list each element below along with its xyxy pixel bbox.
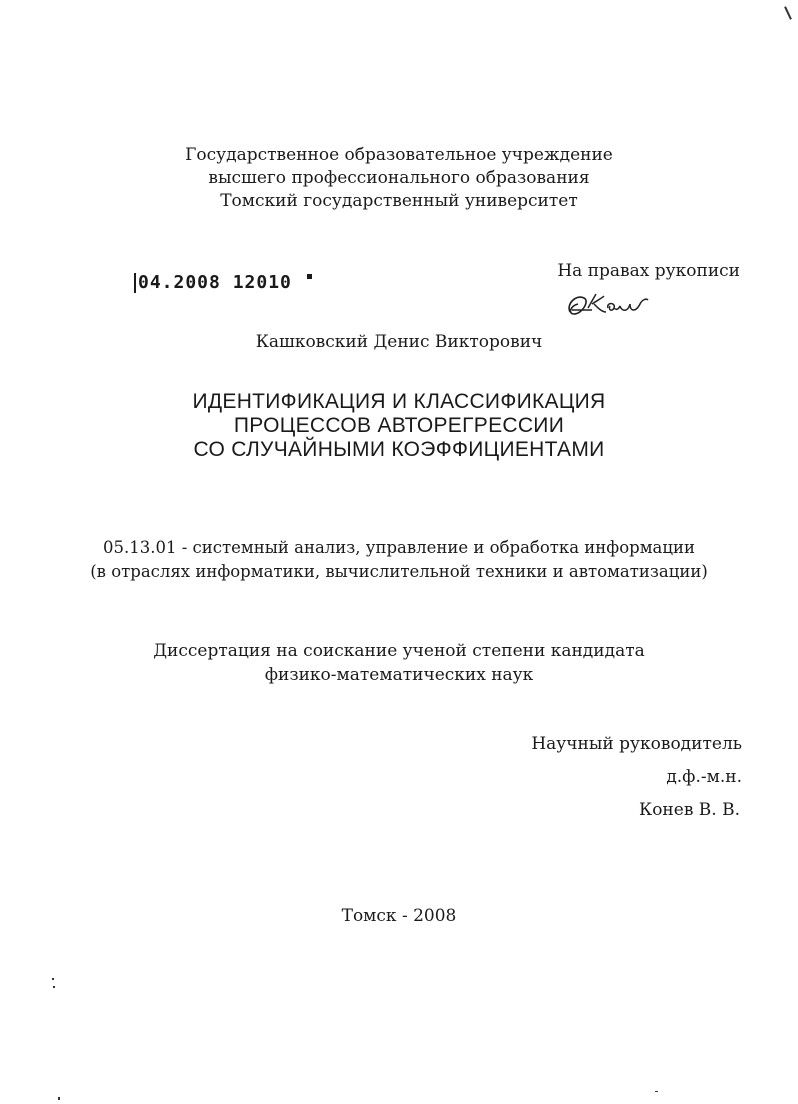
manuscript-rights: На правах рукописи	[557, 261, 740, 281]
title-line-1: ИДЕНТИФИКАЦИЯ И КЛАССИФИКАЦИЯ	[192, 390, 606, 413]
supervisor-label: Научный руководитель	[531, 734, 742, 754]
dissertation-line-1: Диссертация на соискание ученой степени кандидата	[153, 641, 645, 661]
institution-line-3: Томский государственный университет	[220, 191, 578, 211]
specialty-line-1: 05.13.01 - системный анализ, управление и обработка информации	[103, 538, 695, 557]
catalog-dot-mark	[307, 274, 312, 279]
catalog-number	[138, 272, 312, 293]
scan-speck-bottom-right	[655, 1091, 658, 1092]
author-signature	[562, 284, 652, 324]
scan-mark-top-right	[784, 6, 792, 20]
scan-speck-left-2	[53, 986, 55, 988]
scan-speck-left	[52, 978, 54, 980]
specialty-line-2: (в отраслях информатики, вычислительной техники и автоматизации)	[90, 562, 708, 581]
title-line-2: ПРОЦЕССОВ АВТОРЕГРЕССИИ	[233, 414, 565, 437]
supervisor-degree: д.ф.-м.н.	[666, 767, 742, 787]
institution-line-1: Государственное образовательное учреждение	[185, 145, 613, 165]
supervisor-name: Конев В. В.	[639, 800, 740, 820]
institution-line-2: высшего профессионального образования	[208, 168, 590, 188]
title-line-3: СО СЛУЧАЙНЫМИ КОЭФФИЦИЕНТАМИ	[193, 438, 605, 461]
catalog-number-text: 04.2008 12010	[138, 272, 292, 293]
author-name: Кашковский Денис Викторович	[255, 332, 543, 352]
scan-speck-bottom-left	[58, 1097, 60, 1100]
catalog-bar-mark	[134, 273, 136, 293]
dissertation-line-2: физико-математических наук	[264, 665, 534, 685]
place-year: Томск - 2008	[341, 906, 457, 926]
